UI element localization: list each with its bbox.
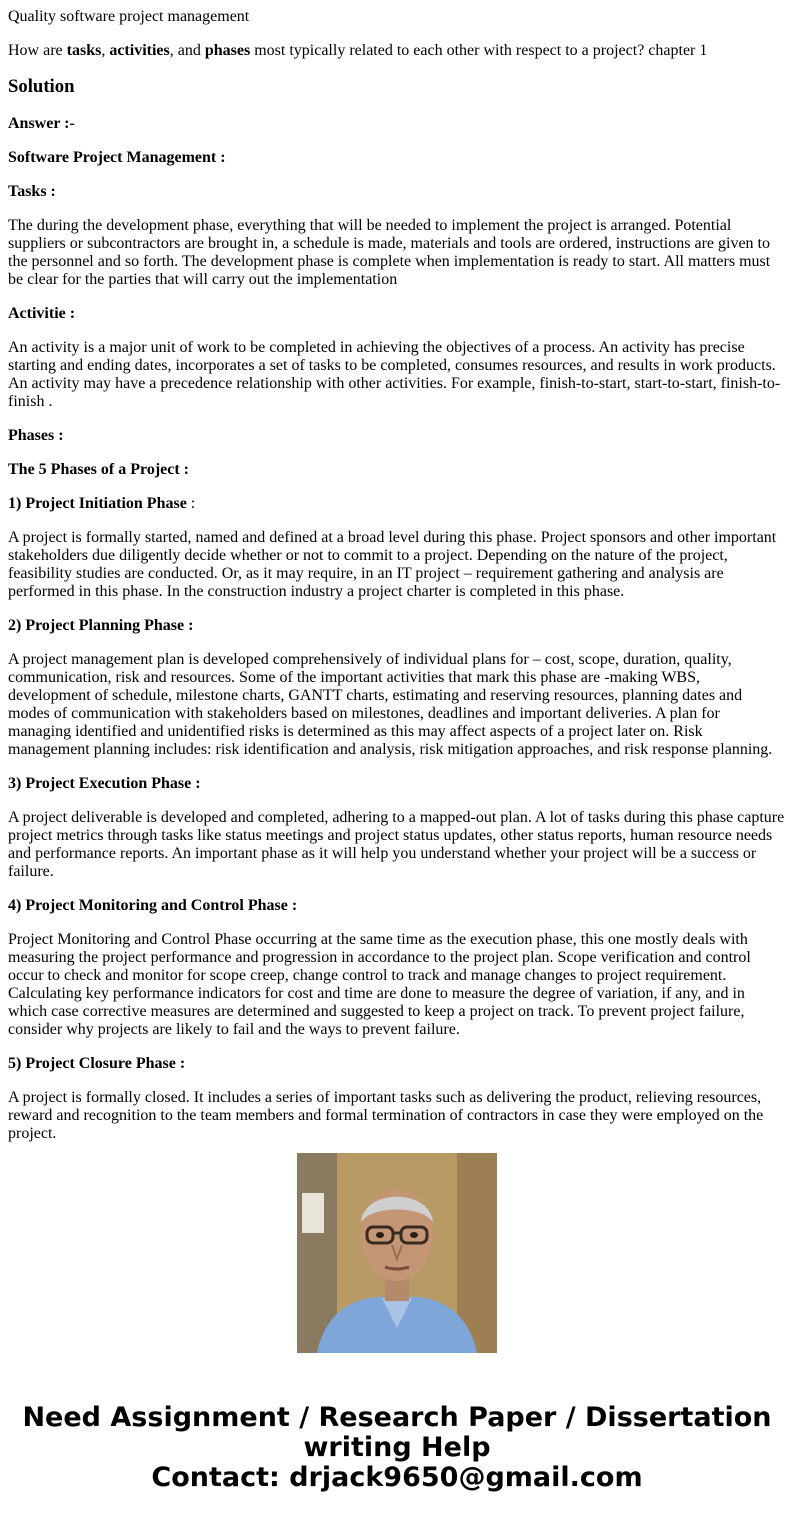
question-term-tasks: tasks	[66, 42, 102, 59]
author-portrait-image	[297, 1153, 497, 1353]
phase4-text: Project Monitoring and Control Phase occurring at the same time as the execution phase, this one mostly deals with measuring the project performance and progression in accordance to the project plan. Scope verification and control occur to check and monitor for scope creep, change control to track and manage changes to project requirement. Calculating key performance indicators for cost and time are done to measure the degree of variation, if any, and in which case corrective measures are determined and suggested to keep a project on track. To prevent project failure, consider why projects are likely to fail and the ways to prevent failure.	[8, 931, 751, 1038]
phase5-text: A project is formally closed. It includes a series of important tasks such as delivering the product, relieving resources, reward and recognition to the team members and formal termination of contractors in case they were employed on the project.	[8, 1089, 764, 1142]
promo-line-2: writing Help	[303, 1432, 491, 1463]
question-prefix: How are	[8, 42, 67, 59]
phase1-heading-text: 1) Project Initiation Phase	[8, 495, 187, 512]
phase2-heading: 2) Project Planning Phase :	[8, 617, 194, 634]
question-suffix: most typically related to each other with respect to a project? chapter 1	[250, 42, 708, 59]
spm-heading: Software Project Management :	[8, 149, 226, 166]
solution-heading: Solution	[8, 76, 75, 97]
question-term-activities: activities	[109, 42, 170, 59]
five-phases-heading: The 5 Phases of a Project :	[8, 461, 189, 478]
phase1-heading	[8, 495, 786, 513]
phase4-heading: 4) Project Monitoring and Control Phase :	[8, 897, 298, 914]
activities-heading: Activitie :	[8, 305, 76, 322]
course-title: Quality software project management	[8, 8, 250, 25]
author-avatar	[297, 1153, 497, 1353]
promo-banner	[0, 1403, 794, 1493]
phase3-heading: 3) Project Execution Phase :	[8, 775, 201, 792]
phase2-text: A project management plan is developed comprehensively of individual plans for – cost, scope, duration, quality, communication, risk and resources. Some of the important activities that mark this phase are -making WBS, development of schedule, milestone charts, GANTT charts, estimating and reserving resources, planning dates and modes of communication with stakeholders based on milestones, deadlines and important deliveries. A plan for managing identified and unidentified risks is determined as this may affect aspects of a project later on. Risk management planning includes: risk identification and analysis, risk mitigation approaches, and risk response planning.	[8, 651, 773, 758]
question	[8, 42, 786, 60]
phases-heading: Phases :	[8, 427, 64, 444]
phase3-text: A project deliverable is developed and completed, adhering to a mapped-out plan. A lot of tasks during this phase capture project metrics through tasks like status meetings and project status updates, other status reports, human resource needs and performance reports. An important phase as it will help you understand whether your project will be a success or failure.	[8, 809, 785, 880]
promo-contact: Contact: drjack9650@gmail.com	[151, 1462, 643, 1493]
tasks-text: The during the development phase, everything that will be needed to implement the project is arranged. Potential suppliers or subcontractors are brought in, a schedule is made, materials and tools are ordered, instructions are given to the personnel and so forth. The development phase is complete when implementation is ready to start. All matters must be clear for the parties that will carry out the implementation	[8, 217, 771, 288]
phase1-heading-suffix: :	[186, 495, 196, 512]
document-body	[8, 8, 786, 1142]
question-sep-2: , and	[169, 42, 205, 59]
promo-line-1: Need Assignment / Research Paper / Dissertation	[22, 1402, 772, 1433]
question-term-phases: phases	[204, 42, 251, 59]
phase5-heading: 5) Project Closure Phase :	[8, 1055, 186, 1072]
phase1-text: A project is formally started, named and defined at a broad level during this phase. Project sponsors and other important stakeholders due diligently decide whether or not to commit to a project. Depending on the nature of the project, feasibility studies are conducted. Or, as it may require, in an IT project – requirement gathering and analysis are performed in this phase. In the construction industry a project charter is completed in this phase.	[8, 529, 777, 600]
answer-label: Answer :-	[8, 115, 75, 132]
tasks-heading: Tasks :	[8, 183, 56, 200]
question-sep-1: ,	[101, 42, 110, 59]
activities-text: An activity is a major unit of work to be completed in achieving the objectives of a process. An activity has precise starting and ending dates, incorporates a set of tasks to be completed, consumes resources, and results in work products. An activity may have a precedence relationship with other activities. For example, finish-to-start, start-to-start, finish-to-finish .	[8, 339, 781, 410]
